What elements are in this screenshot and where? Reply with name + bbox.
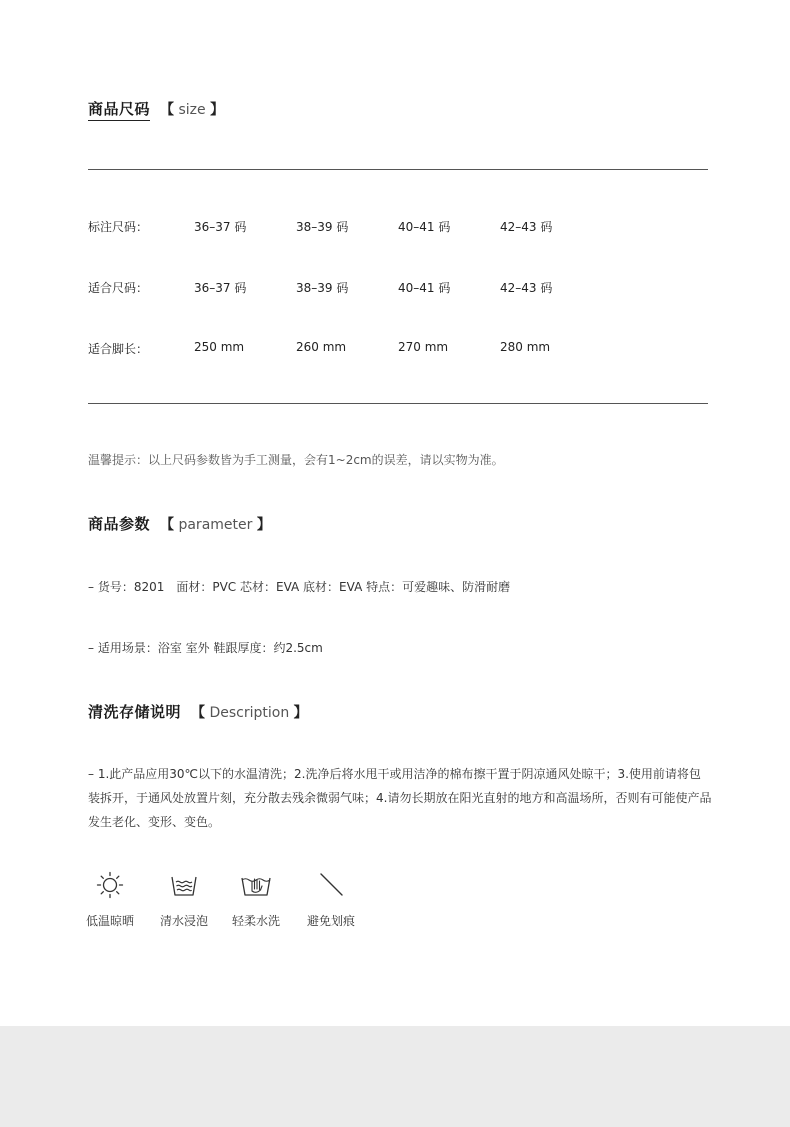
param-line-1: – 货号：8201 面材：PVC 芯材：EVA 底材：EVA 特点：可爱趣味、防滑耐磨	[88, 580, 511, 594]
sun-icon	[95, 870, 125, 900]
hand-wash-icon	[239, 870, 273, 900]
wash-title-en-group	[191, 702, 308, 722]
wash-section-title	[88, 701, 308, 722]
size-cell: 36–37 码	[194, 220, 247, 234]
size-title-cn: 商品尺码	[88, 98, 150, 121]
size-cell: 38–39 码	[296, 281, 349, 295]
care-label: 清水浸泡	[159, 914, 208, 928]
size-cell: 38–39 码	[296, 220, 349, 234]
no-scratch-icon	[316, 870, 346, 900]
size-cell: 36–37 码	[194, 281, 247, 295]
size-table-bottom-divider	[88, 403, 708, 404]
size-cell: 270 mm	[398, 340, 449, 354]
care-item-soak	[144, 870, 224, 929]
param-title-cn: 商品参数	[88, 515, 151, 533]
bracket-close: 】	[210, 102, 225, 118]
row-label: 标注尺码：	[88, 220, 149, 234]
size-cell: 280 mm	[500, 340, 551, 354]
bracket-open: 【	[160, 102, 175, 118]
row-label: 适合脚长：	[88, 342, 149, 356]
bracket-close: 】	[293, 705, 308, 721]
wash-title-en: Description	[209, 705, 290, 721]
size-table-top-divider	[88, 169, 708, 170]
care-item-avoid-scratch	[291, 870, 371, 929]
param-title-en-group	[160, 514, 271, 534]
wash-title-cn: 清洗存储说明	[88, 703, 182, 721]
size-cell: 40–41 码	[398, 281, 451, 295]
wash-instructions: – 1.此产品应用30℃以下的水温清洗；2.洗净后将水甩干或用洁净的棉布擦干置于阴凉通风处晾干；3.使用前请将包装拆开，于通风处放置片刻，充分散去残余微弱气味；4.请勿长期放在阳光直射的地方和高温场所，否则有可能使产品发生老化、变形、变色。	[88, 767, 712, 829]
bracket-open: 【	[160, 517, 175, 533]
size-cell: 260 mm	[296, 340, 347, 354]
care-label: 低温晾晒	[85, 914, 134, 928]
size-tip: 温馨提示：以上尺码参数皆为手工测量，会有1~2cm的误差，请以实物为准。	[88, 453, 504, 467]
size-title-en-group	[160, 99, 224, 119]
care-item-low-temp-dry	[70, 870, 150, 929]
water-basin-icon	[169, 870, 199, 900]
size-cell: 250 mm	[194, 340, 245, 354]
footer-band	[0, 1026, 790, 1127]
param-line-2: – 适用场景：浴室 室外 鞋跟厚度：约2.5cm	[88, 641, 323, 655]
row-label: 适合尺码：	[88, 281, 149, 295]
bracket-close: 】	[256, 517, 271, 533]
bracket-open: 【	[191, 705, 206, 721]
param-title-en: parameter	[178, 517, 253, 533]
size-cell: 40–41 码	[398, 220, 451, 234]
care-label: 避免划痕	[306, 914, 355, 928]
param-section-title	[88, 513, 271, 534]
size-cell: 42–43 码	[500, 220, 553, 234]
care-item-hand-wash	[216, 870, 296, 929]
size-section-title	[88, 98, 224, 121]
care-label: 轻柔水洗	[231, 914, 280, 928]
size-title-en: size	[178, 102, 206, 118]
size-cell: 42–43 码	[500, 281, 553, 295]
